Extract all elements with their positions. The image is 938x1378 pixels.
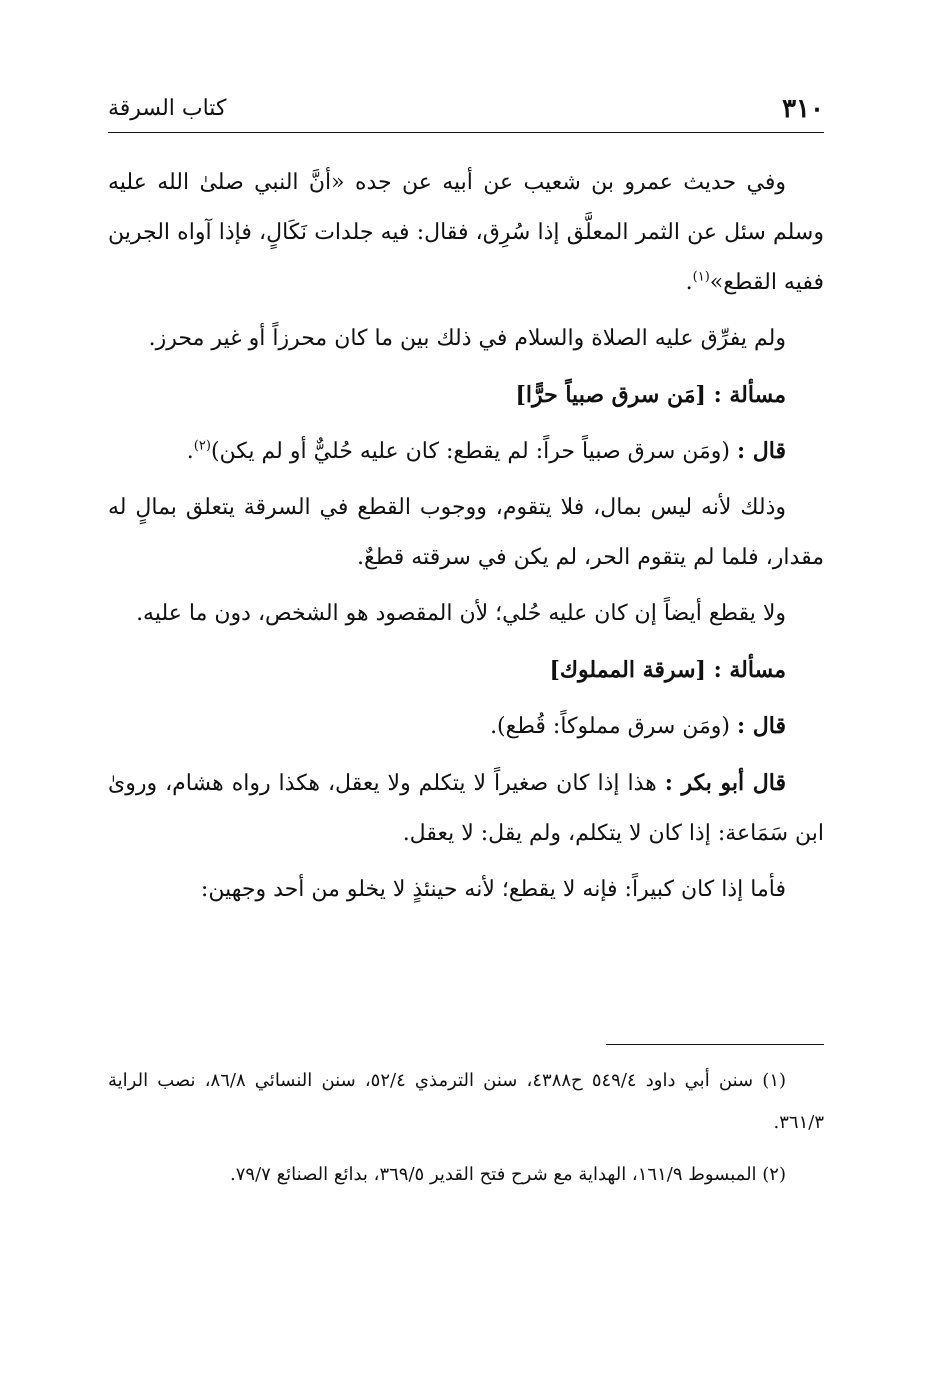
footnote-ref-2: (٢)	[193, 438, 211, 454]
paragraph-not-property: وذلك لأنه ليس بمال، فلا يتقوم، ووجوب القطع في السرقة يتعلق بمالٍ له مقدار، فلما لم يتقوم الحر، لم يكن في سرقته قطعٌ.	[108, 495, 824, 570]
paragraph-no-distinction: ولم يفرِّق عليه الصلاة والسلام في ذلك بين ما كان محرزاً أو غير محرز.	[148, 326, 786, 351]
issue-heading-free-child	[108, 370, 824, 420]
ruling-text: (ومَن سرق مملوكاً: قُطع).	[490, 714, 731, 739]
running-title: كتاب السرقة	[108, 96, 227, 121]
issue-heading-slave	[108, 645, 824, 695]
footnote-ref-1: (١)	[692, 269, 710, 285]
footnote-1: (١) سنن أبي داود ٥٤٩/٤ ح٤٣٨٨، سنن الترمذي ٥٢/٤، سنن النسائي ٨٦/٨، نصب الراية ٣٦١/٣.	[108, 1070, 824, 1133]
paragraph-hadith	[108, 158, 824, 308]
ruling-free-child	[108, 426, 824, 477]
issue-label: مسألة :	[713, 382, 786, 408]
footnote-2: (٢) المبسوط ١٦١/٩، الهداية مع شرح فتح القدير ٣٦٩/٥، بدائع الصنائع ٧٩/٧.	[230, 1164, 786, 1185]
main-text	[108, 158, 824, 921]
qal-label: قال :	[737, 713, 786, 739]
issue-title: [سرقة المملوك]	[549, 657, 706, 683]
footnote-divider	[606, 1044, 824, 1045]
footnotes	[108, 1060, 824, 1206]
abu-bakr-label: قال أبو بكر :	[664, 770, 786, 796]
paragraph-jewelry: ولا يقطع أيضاً إن كان عليه حُلي؛ لأن المقصود هو الشخص، دون ما عليه.	[136, 601, 786, 626]
issue-label: مسألة :	[713, 657, 786, 683]
page-number: ٣١٠	[782, 94, 824, 124]
paragraph-hadith-end: .	[685, 270, 693, 295]
page-header	[108, 88, 824, 133]
ruling-text: (ومَن سرق صبياً حراً: لم يقطع: كان عليه حُليٌّ أو لم يكن)	[210, 439, 731, 464]
ruling-end: .	[186, 439, 194, 464]
paragraph-adult: فأما إذا كان كبيراً: فإنه لا يقطع؛ لأنه حينئذٍ لا يخلو من أحد وجهين:	[200, 877, 786, 902]
abu-bakr-text: هذا إذا كان صغيراً لا يتكلم ولا يعقل، هكذا رواه هشام، وروىٰ ابن سَمَاعة: إذا كان لا يتكلم، ولم يقل: لا يعقل.	[108, 771, 824, 846]
paragraph-hadith-text: وفي حديث عمرو بن شعيب عن أبيه عن جده «أنَّ النبي صلىٰ الله عليه وسلم سئل عن الثمر المعلَّق إذا سُرِق، فقال: فيه جلدات نَكَالٍ، فإذا آواه الجرين ففيه القطع»	[108, 170, 824, 295]
issue-title: [مَن سرق صبياً حرًّا]	[515, 382, 706, 408]
paragraph-abu-bakr	[108, 758, 824, 859]
qal-label: قال :	[737, 438, 786, 464]
ruling-slave	[108, 701, 824, 752]
